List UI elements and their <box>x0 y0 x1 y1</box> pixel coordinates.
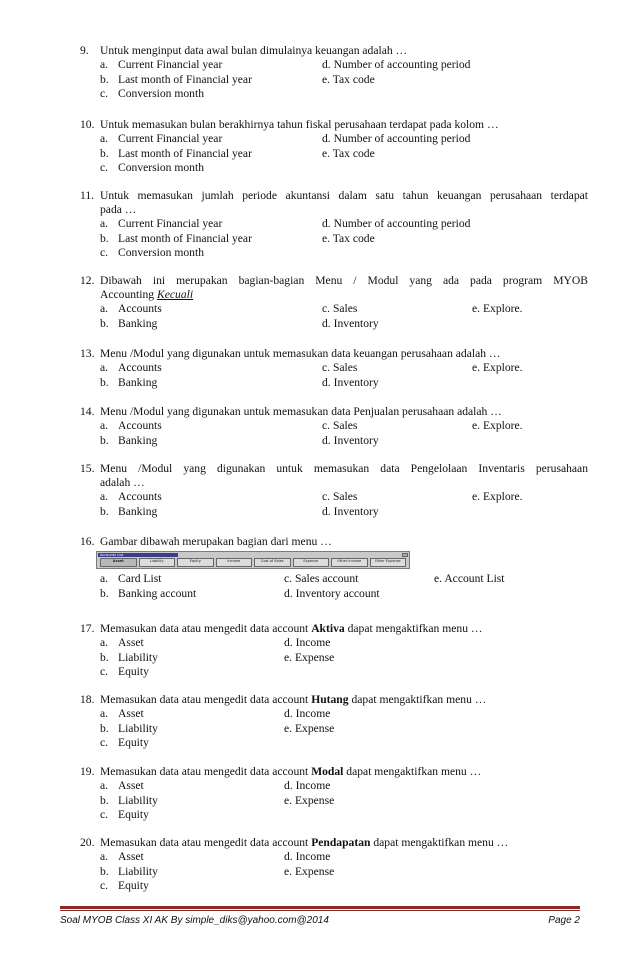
option-a: a. Accounts <box>100 419 162 432</box>
option-a: a. Card List <box>100 572 162 585</box>
question-number: 16. <box>80 535 95 548</box>
emphasis: Pendapatan <box>311 836 371 849</box>
option-c: c. Sales <box>322 490 358 503</box>
question-18 <box>80 693 588 751</box>
question-14 <box>80 405 588 448</box>
question-number: 9. <box>80 44 89 57</box>
option-b: b. Liability <box>100 721 158 735</box>
option-d: d. Number of accounting period <box>322 58 471 71</box>
accounts-list-screenshot <box>96 551 410 569</box>
option-c: c. Conversion month <box>100 246 204 259</box>
question-19 <box>80 765 588 823</box>
option-e: e. Tax code <box>322 231 375 245</box>
emphasis-kecuali: Kecuali <box>157 288 194 301</box>
option-c: c. Equity <box>100 808 149 821</box>
tab-liability: Liability <box>139 558 176 567</box>
question-number: 18. <box>80 693 95 706</box>
option-d: d. Income <box>284 779 331 792</box>
option-a: a. Asset <box>100 779 144 792</box>
footer-rule-thin <box>60 910 580 911</box>
option-b: b. Banking <box>100 433 158 447</box>
question-text: Menu /Modul yang digunakan untuk memasukan data Penjualan perusahaan adalah … <box>100 405 502 418</box>
question-text: Memasukan data atau mengedit data account Modal dapat mengaktifkan menu … <box>100 765 482 778</box>
option-e: e. Expense <box>284 650 335 664</box>
option-a: a. Current Financial year <box>100 132 223 145</box>
tab-asset: Asset <box>100 558 137 567</box>
tab-expense: Expense <box>293 558 330 567</box>
question-number: 12. <box>80 274 95 287</box>
question-17 <box>80 622 588 680</box>
option-d: d. Inventory <box>322 433 379 447</box>
option-e: e. Expense <box>284 864 335 878</box>
question-text: Dibawah ini merupakan bagian-bagian Menu / Modul yang ada pada program MYOB <box>100 274 588 287</box>
question-text: Untuk memasukan bulan berakhirnya tahun fiskal perusahaan terdapat pada kolom … <box>100 118 499 131</box>
question-text: Untuk memasukan jumlah periode akuntansi dalam satu tahun keuangan perusahaan terdapat <box>100 189 588 202</box>
question-number: 17. <box>80 622 95 635</box>
question-number: 13. <box>80 347 95 360</box>
option-e: e. Expense <box>284 721 335 735</box>
option-d: d. Income <box>284 707 331 720</box>
question-text: Untuk menginput data awal bulan dimulainya keuangan adalah … <box>100 44 408 57</box>
question-10 <box>80 118 588 176</box>
emphasis: Aktiva <box>311 622 345 635</box>
option-e: e. Explore. <box>472 490 523 503</box>
option-c: c. Conversion month <box>100 87 204 100</box>
footer-rule <box>60 906 580 909</box>
question-text: Gambar dibawah merupakan bagian dari menu … <box>100 535 332 548</box>
option-b: b. Banking <box>100 504 158 518</box>
window-title: Accounts List <box>98 553 178 557</box>
option-e: e. Tax code <box>322 72 375 86</box>
option-c: c. Sales account <box>284 572 359 585</box>
option-b: b. Last month of Financial year <box>100 146 252 160</box>
question-number: 10. <box>80 118 95 131</box>
option-a: a. Current Financial year <box>100 217 223 230</box>
question-number: 14. <box>80 405 95 418</box>
option-c: c. Equity <box>100 879 149 892</box>
question-12 <box>80 274 588 331</box>
option-a: a. Asset <box>100 707 144 720</box>
question-text-cont: Accounting Kecuali <box>100 288 194 301</box>
option-c: c. Conversion month <box>100 161 204 174</box>
option-e: e. Explore. <box>472 361 523 374</box>
option-d: d. Inventory <box>322 316 379 330</box>
tab-income: Income <box>216 558 253 567</box>
question-number: 19. <box>80 765 95 778</box>
option-b: b. Last month of Financial year <box>100 231 252 245</box>
question-9 <box>80 44 588 102</box>
option-d: d. Number of accounting period <box>322 132 471 145</box>
tab-cost-of-sales: Cost of Sales <box>254 558 291 567</box>
question-text-cont: pada … <box>100 203 137 216</box>
option-e: e. Account List <box>434 572 505 585</box>
footer-text: Soal MYOB Class XI AK By simple_diks@yahoo.com@2014 <box>60 915 329 926</box>
question-11 <box>80 189 588 261</box>
option-c: c. Sales <box>322 419 358 432</box>
question-number: 11. <box>80 189 95 202</box>
close-icon <box>402 553 408 557</box>
option-a: a. Current Financial year <box>100 58 223 71</box>
question-15 <box>80 462 588 519</box>
option-d: d. Number of accounting period <box>322 217 471 230</box>
option-b: b. Liability <box>100 650 158 664</box>
tab-bar <box>100 558 406 567</box>
option-a: a. Asset <box>100 636 144 649</box>
option-d: d. Income <box>284 850 331 863</box>
option-b: b. Last month of Financial year <box>100 72 252 86</box>
option-a: a. Asset <box>100 850 144 863</box>
question-20 <box>80 836 588 894</box>
option-e: e. Tax code <box>322 146 375 160</box>
tab-equity: Equity <box>177 558 214 567</box>
option-e: e. Expense <box>284 793 335 807</box>
tab-other-income: Other Income <box>331 558 368 567</box>
option-c: c. Sales <box>322 302 358 315</box>
question-number: 20. <box>80 836 95 849</box>
option-b: b. Banking <box>100 375 158 389</box>
emphasis: Hutang <box>311 693 349 706</box>
option-d: d. Inventory <box>322 375 379 389</box>
option-e: e. Explore. <box>472 419 523 432</box>
option-e: e. Explore. <box>472 302 523 315</box>
option-d: d. Income <box>284 636 331 649</box>
question-16 <box>80 535 588 601</box>
question-text: Menu /Modul yang digunakan untuk memasukan data keuangan perusahaan adalah … <box>100 347 501 360</box>
option-b: b. Banking account <box>100 586 197 600</box>
question-text-cont: adalah … <box>100 476 145 489</box>
option-a: a. Accounts <box>100 302 162 315</box>
emphasis: Modal <box>311 765 344 778</box>
option-a: a. Accounts <box>100 490 162 503</box>
question-text: Memasukan data atau mengedit data account Pendapatan dapat mengaktifkan menu … <box>100 836 509 849</box>
option-c: c. Equity <box>100 665 149 678</box>
question-13 <box>80 347 588 390</box>
option-b: b. Liability <box>100 793 158 807</box>
option-c: c. Equity <box>100 736 149 749</box>
question-number: 15. <box>80 462 95 475</box>
page-number: Page 2 <box>548 915 580 926</box>
option-c: c. Sales <box>322 361 358 374</box>
option-b: b. Banking <box>100 316 158 330</box>
option-a: a. Accounts <box>100 361 162 374</box>
option-d: d. Inventory <box>322 504 379 518</box>
question-text: Memasukan data atau mengedit data account Hutang dapat mengaktifkan menu … <box>100 693 487 706</box>
option-b: b. Liability <box>100 864 158 878</box>
tab-other-expense: Other Expense <box>370 558 407 567</box>
question-text: Memasukan data atau mengedit data account Aktiva dapat mengaktifkan menu … <box>100 622 483 635</box>
question-text: Menu /Modul yang digunakan untuk memasukan data Pengelolaan Inventaris perusahaan <box>100 462 588 475</box>
option-d: d. Inventory account <box>284 586 380 600</box>
